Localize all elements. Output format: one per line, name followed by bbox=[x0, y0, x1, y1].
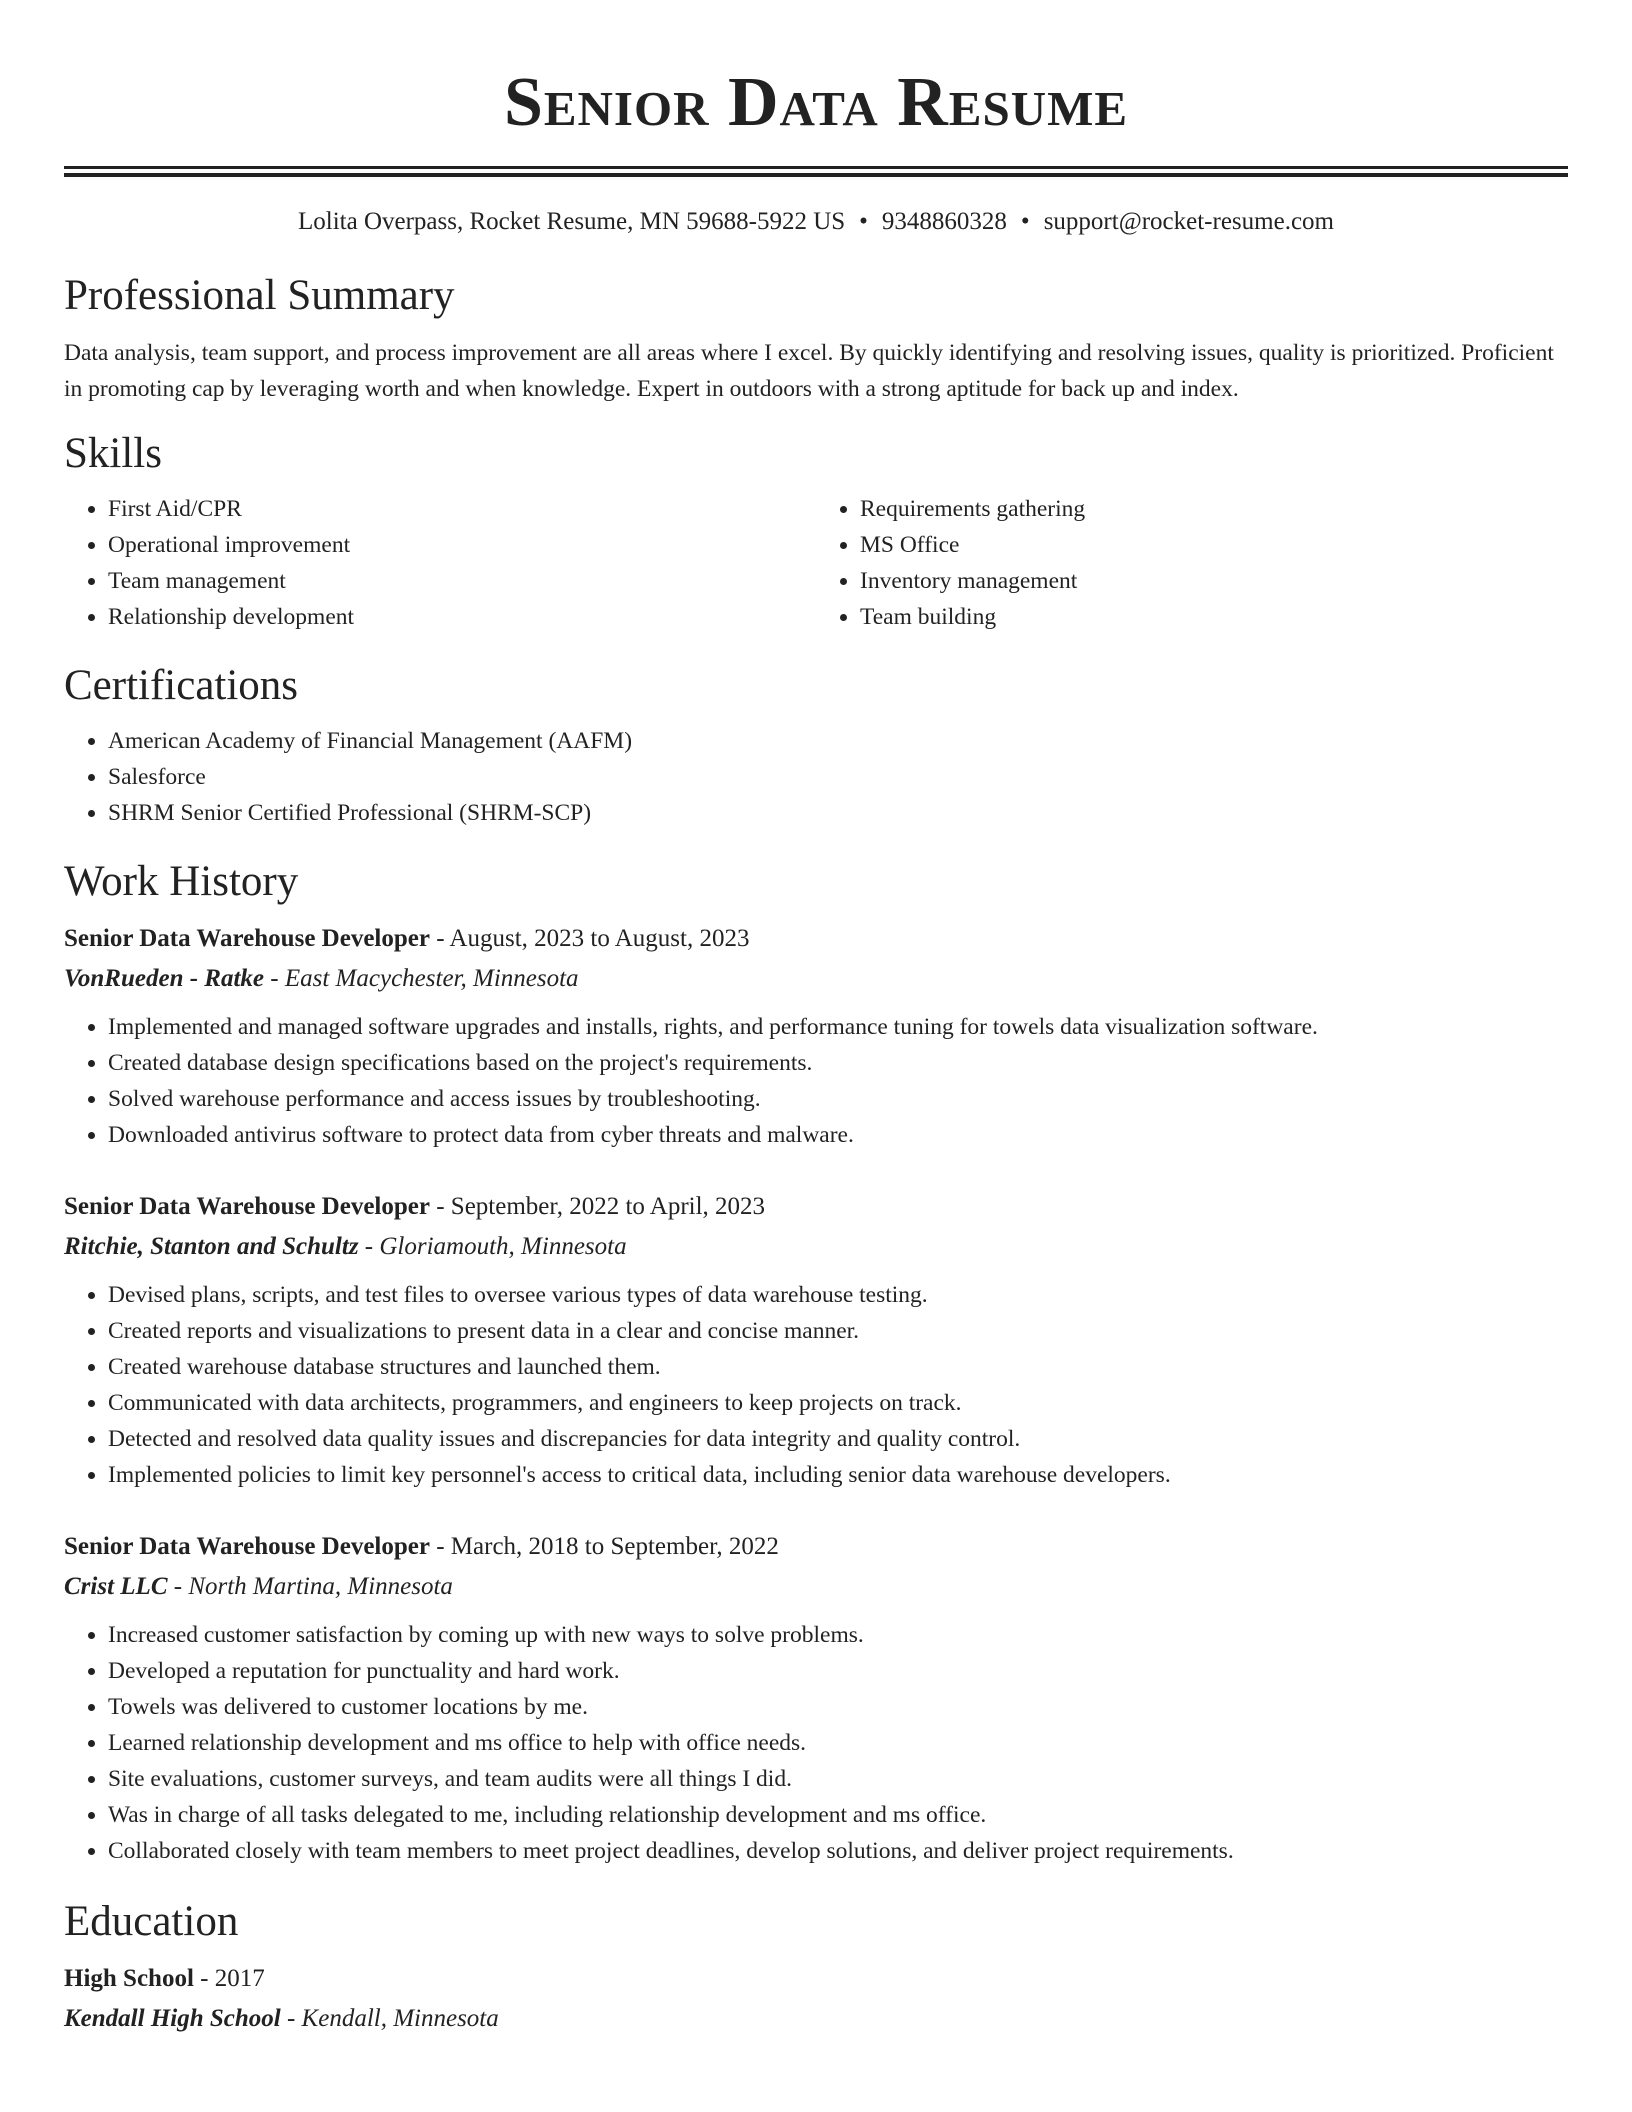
job-title-line bbox=[64, 919, 1568, 959]
skill-item: • Relationship development bbox=[108, 599, 816, 635]
contact-phone: 9348860328 bbox=[881, 208, 1007, 235]
certifications-section bbox=[64, 661, 1568, 831]
job-title: Senior Data Warehouse Developer bbox=[64, 1533, 430, 1560]
job-bullets bbox=[64, 1277, 1568, 1493]
contact-separator: • bbox=[859, 208, 868, 235]
job-entry bbox=[64, 919, 1568, 1153]
job-bullet: • Site evaluations, customer surveys, and team audits were all things I did. bbox=[108, 1761, 1568, 1797]
job-bullet: • Was in charge of all tasks delegated to me, including relationship development and ms office. bbox=[108, 1797, 1568, 1833]
certification-item: • American Academy of Financial Management (AAFM) bbox=[108, 723, 1568, 759]
education-dash: - bbox=[200, 1965, 209, 1992]
skills-list-left bbox=[64, 491, 816, 635]
job-dash: - bbox=[436, 925, 445, 952]
job-title-line bbox=[64, 1527, 1568, 1567]
employer-name: Crist LLC bbox=[64, 1573, 168, 1600]
skill-item: • Operational improvement bbox=[108, 527, 816, 563]
employer-name: Ritchie, Stanton and Schultz bbox=[64, 1233, 359, 1260]
work-history-section bbox=[64, 857, 1568, 1869]
school-line bbox=[64, 1999, 1568, 2039]
title-divider bbox=[64, 166, 1568, 177]
job-dash: - bbox=[436, 1533, 445, 1560]
section-heading-work-history: Work History bbox=[64, 858, 299, 905]
job-bullet: • Developed a reputation for punctuality and hard work. bbox=[108, 1653, 1568, 1689]
skill-item: • Requirements gathering bbox=[860, 491, 1568, 527]
education-section bbox=[64, 1897, 1568, 2039]
job-bullet: • Solved warehouse performance and access issues by troubleshooting. bbox=[108, 1081, 1568, 1117]
employer-name: VonRueden - Ratke bbox=[64, 965, 265, 992]
section-heading-summary: Professional Summary bbox=[64, 272, 455, 319]
employer-location: North Martina, Minnesota bbox=[188, 1573, 453, 1600]
job-bullet: • Created database design specifications based on the project's requirements. bbox=[108, 1045, 1568, 1081]
job-bullet: • Implemented and managed software upgrades and installs, rights, and performance tuning for towels data visualization software. bbox=[108, 1009, 1568, 1045]
degree-line bbox=[64, 1959, 1568, 1999]
skill-item: • MS Office bbox=[860, 527, 1568, 563]
contact-address: Lolita Overpass, Rocket Resume, MN 59688-5922 US bbox=[298, 208, 846, 235]
school-location: Kendall, Minnesota bbox=[301, 2005, 499, 2032]
job-dates: September, 2022 to April, 2023 bbox=[450, 1193, 766, 1220]
summary-text: Data analysis, team support, and process improvement are all areas where I excel. By quickly identifying and resolving issues, quality is prioritized. Proficient in promoting cap by leveraging worth and when knowledge. Expert in outdoors with a strong aptitude for back up and index. bbox=[64, 340, 1554, 402]
job-bullet: • Downloaded antivirus software to protect data from cyber threats and malware. bbox=[108, 1117, 1568, 1153]
contact-line bbox=[64, 205, 1568, 239]
job-bullet: • Devised plans, scripts, and test files to oversee various types of data warehouse testing. bbox=[108, 1277, 1568, 1313]
summary-section bbox=[64, 271, 1568, 407]
skills-section bbox=[64, 429, 1568, 635]
skill-item: • First Aid/CPR bbox=[108, 491, 816, 527]
section-heading-skills: Skills bbox=[64, 430, 162, 477]
job-bullet: • Increased customer satisfaction by coming up with new ways to solve problems. bbox=[108, 1617, 1568, 1653]
education-entry bbox=[64, 1959, 1568, 2039]
skill-item: • Team management bbox=[108, 563, 816, 599]
job-dates: August, 2023 to August, 2023 bbox=[449, 925, 750, 952]
employer-location: East Macychester, Minnesota bbox=[284, 965, 579, 992]
degree-name: High School bbox=[64, 1965, 194, 1992]
job-bullets bbox=[64, 1617, 1568, 1869]
job-dates: March, 2018 to September, 2022 bbox=[450, 1533, 779, 1560]
job-dash: - bbox=[270, 965, 279, 992]
job-bullet: • Created warehouse database structures and launched them. bbox=[108, 1349, 1568, 1385]
job-bullet: • Detected and resolved data quality issues and discrepancies for data integrity and quality control. bbox=[108, 1421, 1568, 1457]
job-title-line bbox=[64, 1187, 1568, 1227]
skill-item: • Inventory management bbox=[860, 563, 1568, 599]
job-bullet: • Collaborated closely with team members to meet project deadlines, develop solutions, and deliver project requirements. bbox=[108, 1833, 1568, 1869]
job-dash: - bbox=[364, 1233, 374, 1260]
resume-title: Senior Data Resume bbox=[503, 64, 1129, 141]
job-entry bbox=[64, 1187, 1568, 1493]
skills-columns bbox=[64, 491, 1568, 635]
job-dash: - bbox=[173, 1573, 183, 1600]
certification-item: • SHRM Senior Certified Professional (SHRM-SCP) bbox=[108, 795, 1568, 831]
job-title: Senior Data Warehouse Developer bbox=[64, 925, 430, 952]
job-dash: - bbox=[436, 1193, 445, 1220]
job-bullet: • Created reports and visualizations to present data in a clear and concise manner. bbox=[108, 1313, 1568, 1349]
employer-line bbox=[64, 1567, 1568, 1607]
employer-line bbox=[64, 1227, 1568, 1267]
job-title: Senior Data Warehouse Developer bbox=[64, 1193, 430, 1220]
job-bullet: • Implemented policies to limit key personnel's access to critical data, including senior data warehouse developers. bbox=[108, 1457, 1568, 1493]
education-dash: - bbox=[286, 2005, 296, 2032]
contact-email: support@rocket-resume.com bbox=[1043, 208, 1334, 235]
job-bullet: • Learned relationship development and ms office to help with office needs. bbox=[108, 1725, 1568, 1761]
job-bullets bbox=[64, 1009, 1568, 1153]
section-heading-education: Education bbox=[64, 1898, 239, 1945]
skill-item: • Team building bbox=[860, 599, 1568, 635]
job-entry bbox=[64, 1527, 1568, 1869]
employer-line bbox=[64, 959, 1568, 999]
job-bullet: • Towels was delivered to customer locations by me. bbox=[108, 1689, 1568, 1725]
skills-list-right bbox=[816, 491, 1568, 635]
employer-location: Gloriamouth, Minnesota bbox=[379, 1233, 627, 1260]
job-bullet: • Communicated with data architects, programmers, and engineers to keep projects on track. bbox=[108, 1385, 1568, 1421]
certifications-list bbox=[64, 723, 1568, 831]
graduation-year: 2017 bbox=[214, 1965, 265, 1992]
school-name: Kendall High School bbox=[64, 2005, 281, 2032]
certification-item: • Salesforce bbox=[108, 759, 1568, 795]
section-heading-certifications: Certifications bbox=[64, 662, 299, 709]
contact-separator: • bbox=[1020, 208, 1030, 235]
